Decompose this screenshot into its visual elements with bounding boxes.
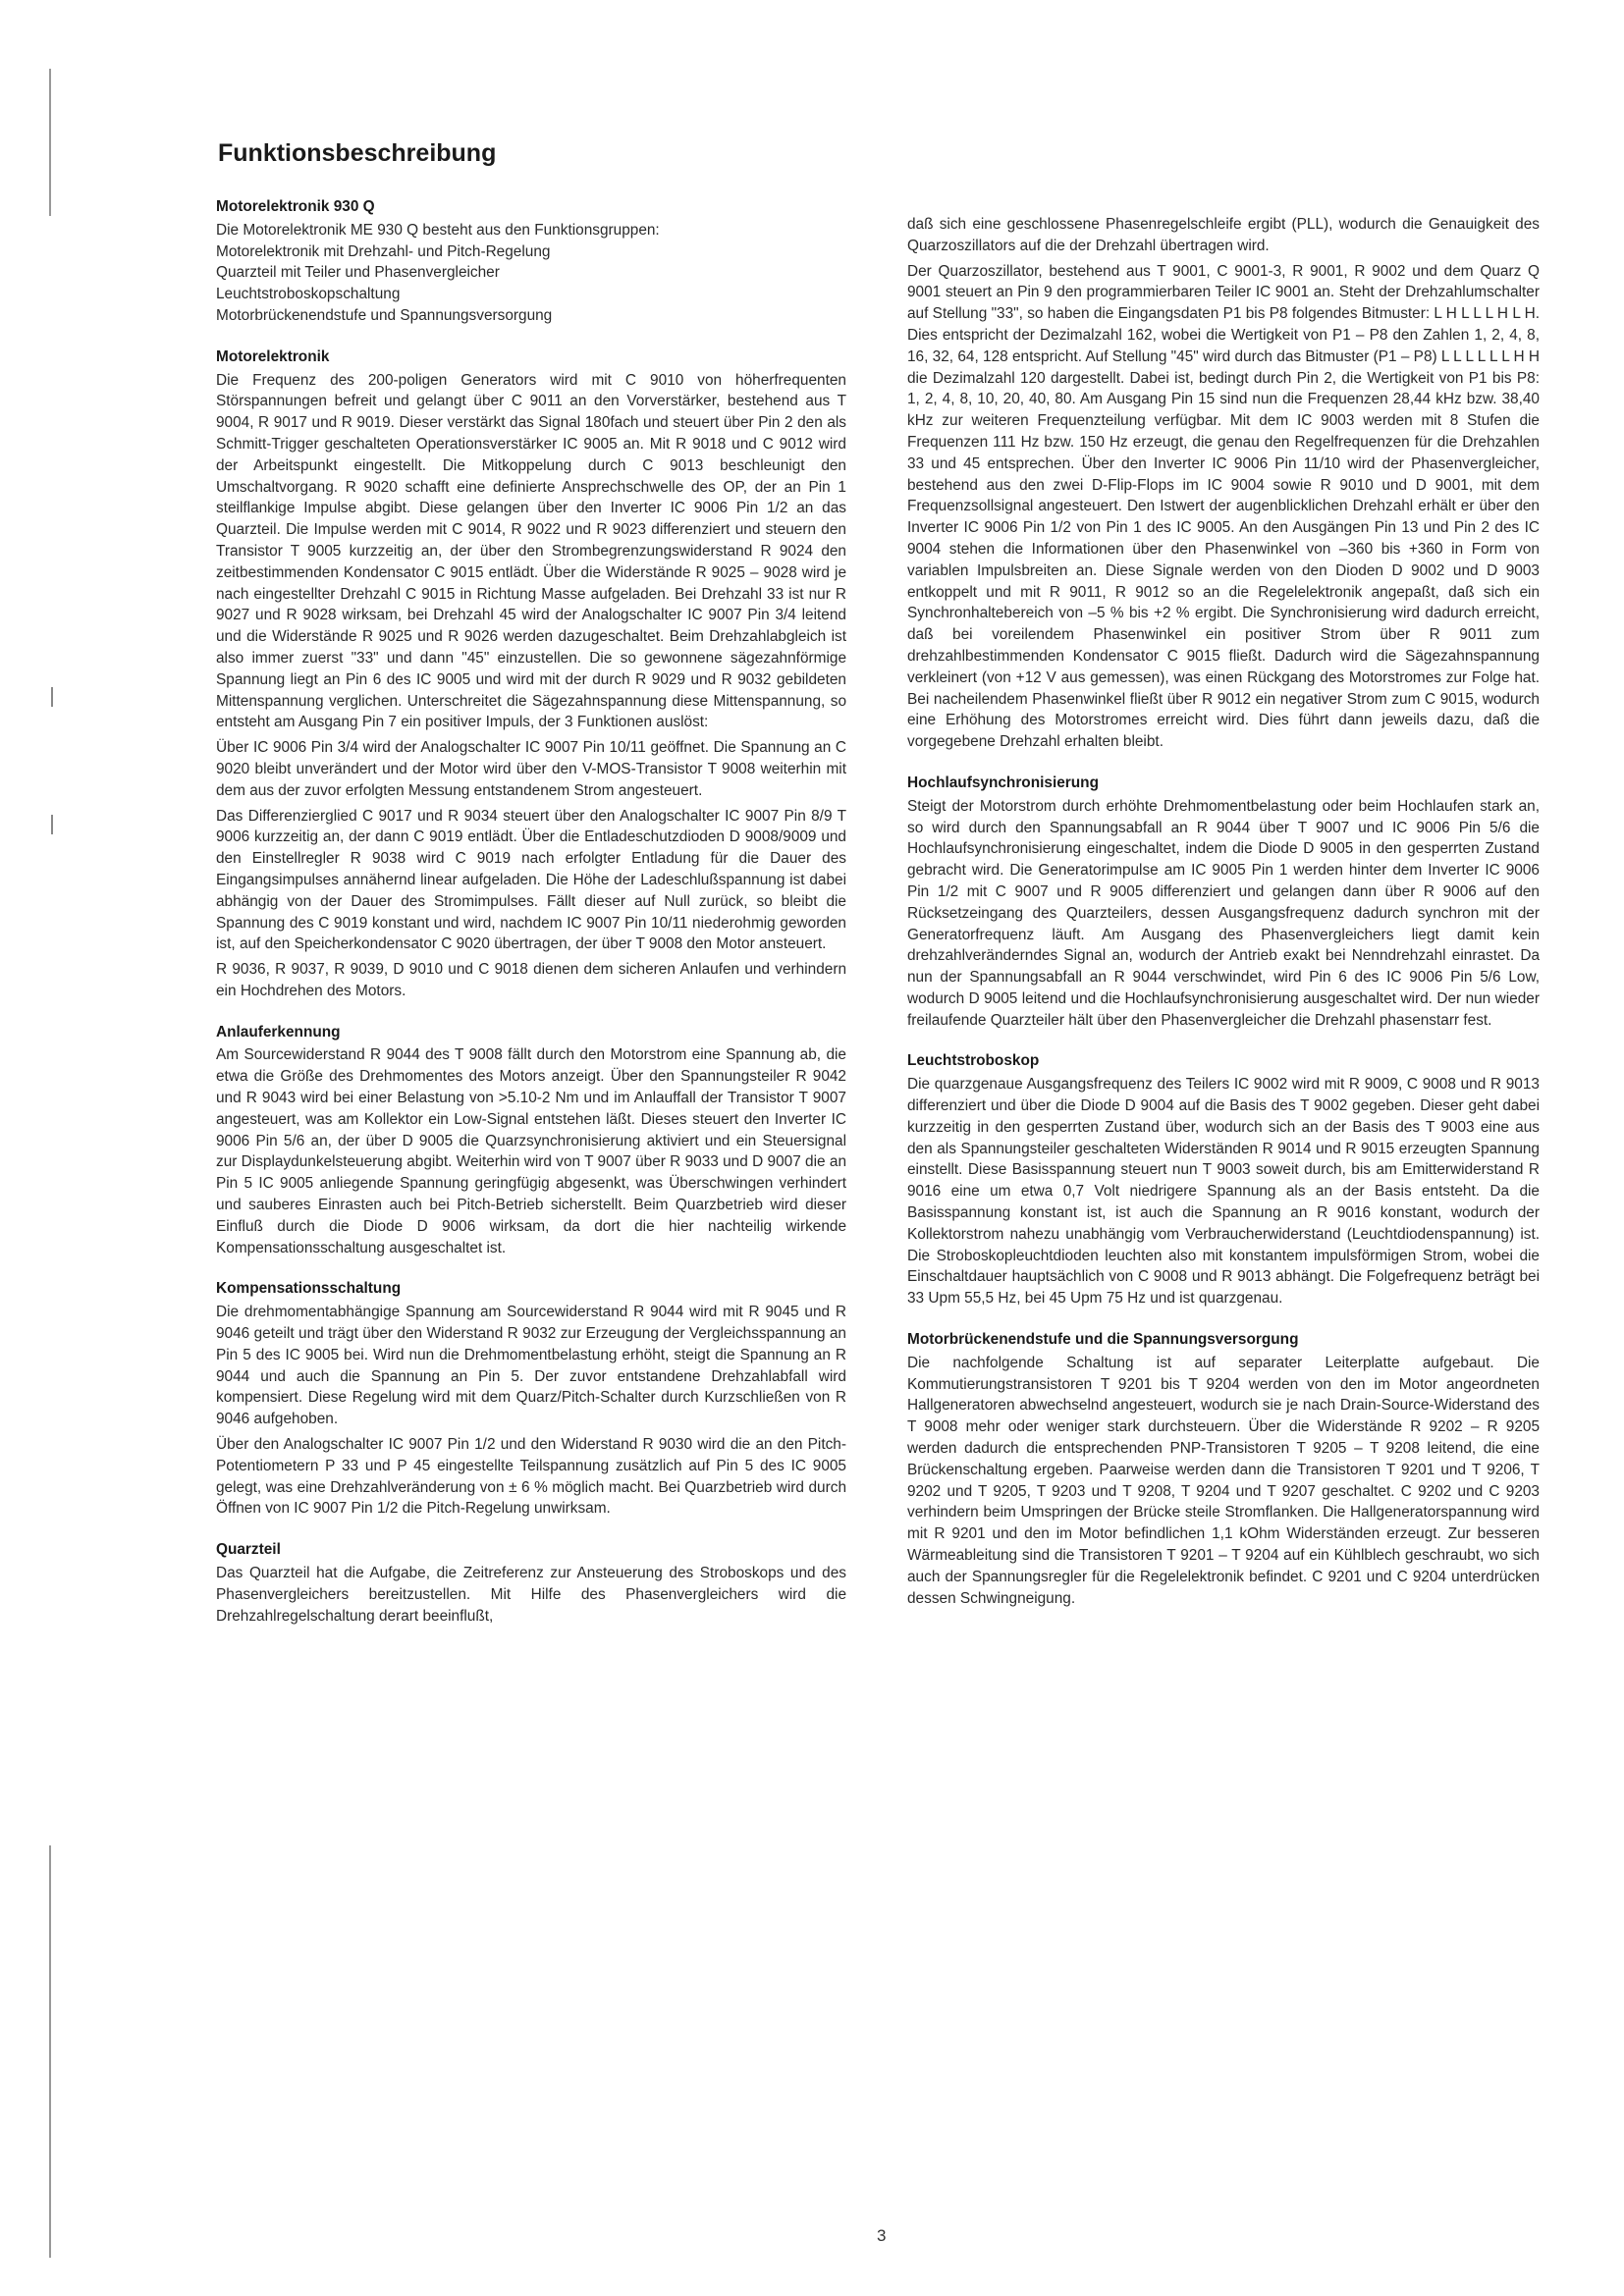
section-heading: Quarzteil	[216, 1541, 281, 1559]
paragraph: Über IC 9006 Pin 3/4 wird der Analogschalter IC 9007 Pin 10/11 geöffnet. Die Spannung an C 9020 bleibt unverändert und der Motor wird über den V-MOS-Transistor T 9008 weiterhin mit dem aus der zuvor erfolgten Messung entstandenem Strom angesteuert.	[216, 739, 846, 799]
paragraph: Steigt der Motorstrom durch erhöhte Drehmomentbelastung oder beim Hochlaufen stark an, so wird durch den Spannungsabfall an R 9044 über T 9007 und IC 9006 Pin 5/6 die Hochlaufsynchronisierung eingeschaltet, indem die Diode D 9005 in den gesperrten Zustand gebracht wird. Die Generatorimpulse am IC 9005 Pin 1 werden hinter dem Inverter IC 9006 Pin 1/2 mit C 9007 und R 9005 differenziert und gelangen dann über R 9006 auf den Rücksetzeingang des Quarzteilers, dessen Ausgangsfrequenz dadurch synchron mit der Generatorfrequenz läuft. Am Ausgang des Phasenvergleichers liegt damit kein drehzahlveränderndes Signal an, wodurch der Antrieb exakt bei Nenndrehzahl einrastet. Da nun der Spannungsabfall an R 9044 verschwindet, wird Pin 6 des IC 9006 Pin 5/6 Low, wodurch D 9005 leitend und die Hochlaufsynchronisierung ausgeschaltet wird. Der nun wieder freilaufende Quarzteiler hält über den Phasenvergleicher die Drehzahl phasenstarr fest.	[907, 797, 1540, 1029]
paragraph: Die Frequenz des 200-poligen Generators wird mit C 9010 von höherfrequenten Störspannungen befreit und gelangt über C 9011 an den Vorverstärker, bestehend aus T 9004, R 9017 und R 9019. Dieser verstärkt das Signal 180fach und steuert über Pin 2 den als Schmitt-Trigger geschalteten Operationsverstärker IC 9005 an. Mit R 9018 und C 9012 wird der Arbeitspunkt eingestellt. Die Mitkoppelung durch C 9013 beschleunigt den Umschaltvorgang. R 9020 schafft eine definierte Ansprechschwelle des OP, der an Pin 1 steilflankige Impulse abgibt. Diese gelangen über den Inverter IC 9006 Pin 1/2 an das Quarzteil. Die Impulse werden mit C 9014, R 9022 und R 9023 differenziert und steuern den Transistor T 9005 kurzzeitig an, der über den Strombegrenzungswiderstand R 9024 den zeitbestimmenden Kondensator C 9015 entlädt. Über die Widerstände R 9025 – 9028 wird je nach eingestellter Drehzahl C 9015 in Richtung Masse aufgeladen. Bei Drehzahl 33 ist nur R 9027 und R 9028 wirksam, bei Drehzahl 45 wird der Analogschalter IC 9007 Pin 3/4 leitend und die Widerstände R 9025 und R 9026 werden dazugeschaltet. Beim Drehzahlabgleich ist also immer zuerst "33" und dann "45" einzustellen. Die so gewonnene sägezahnförmige Spannung liegt an Pin 6 des IC 9005 und wird mit der durch R 9029 und R 9032 gebildeten Mittenspannung verglichen. Unterschreitet die Sägezahnspannung diese Mittenspannung, so entsteht am Ausgang Pin 7 ein positiver Impuls, der 3 Funktionen auslöst:	[216, 371, 846, 731]
hole-mark	[51, 687, 53, 707]
binding-mark-top	[49, 69, 51, 216]
list-item: Motorbrückenendstufe und Spannungsversorgung	[216, 306, 553, 324]
list-item: Leuchtstroboskopschaltung	[216, 286, 401, 303]
paragraph: daß sich eine geschlossene Phasenregelschleife ergibt (PLL), wodurch die Genauigkeit des Quarzoszillators auf die der Drehzahl übertragen wird.	[907, 216, 1540, 254]
binding-mark-bottom	[49, 1845, 51, 2258]
paragraph: Am Sourcewiderstand R 9044 des T 9008 fällt durch den Motorstrom eine Spannung ab, die etwa die Größe des Drehmomentes des Motors anzeigt. Über den Spannungsteiler R 9042 und R 9043 wird bei einer Belastung von >5.10-2 Nm und im Anlauffall der Transistor T 9007 angesteuert, was am Kollektor ein Low-Signal entstehen läßt. Dieses steuert den Inverter IC 9006 Pin 5/6 an, der über D 9005 die Quarzsynchronisierung aktiviert und ein Steuersignal zur Displaydunkelsteuerung abgibt. Weiterhin wird von T 9007 über R 9033 und D 9007 die an Pin 5 IC 9005 anliegende Spannung geringfügig abgesenkt, was Überschwingen verhindert und sauberes Einrasten auch bei Pitch-Betrieb sicherstellt. Beim Quarzbetrieb wird dieser Einfluß durch die Diode D 9006 wirksam, da dort die hier nachteilig wirkende Kompensationsschaltung ausgeschaltet ist.	[216, 1046, 846, 1256]
section-heading: Anlauferkennung	[216, 1023, 341, 1041]
section-heading: Kompensationsschaltung	[216, 1280, 402, 1298]
right-column	[907, 214, 1540, 1613]
paragraph: Die quarzgenaue Ausgangsfrequenz des Teilers IC 9002 wird mit R 9009, C 9008 und R 9013 differenziert und über die Diode D 9004 auf die Basis des T 9002 gegeben. Dieser geht dabei kurzzeitig in den gesperrten Zustand über, wodurch sich an der Basis des T 9003 eine aus den als Spannungsteiler geschalteten Widerständen R 9014 und R 9015 erzeugten Spannung einstellt. Diese Basisspannung steuert nun T 9003 soweit durch, bis am Emitterwiderstand R 9016 eine um etwa 0,7 Volt niedrigere Spannung als an der Basis entsteht. Da die Basisspannung konstant ist, ist auch die Spannung an R 9016 konstant, wodurch der Kollektorstrom nahezu unabhängig vom Verbraucherwiderstand (Leuchtdiodenspannung) ist. Die Stroboskopleuchtdioden leuchten also mit konstantem impulsförmigen Strom, wobei die Einschaltdauer hauptsächlich von C 9008 und R 9013 abhängt. Die Folgefrequenz beträgt bei 33 Upm 55,5 Hz, bei 45 Upm 75 Hz und ist quarzgenau.	[907, 1076, 1540, 1308]
left-column	[216, 196, 846, 1630]
section-heading: Motorbrückenendstufe und die Spannungsversorgung	[907, 1331, 1299, 1349]
section-heading: Motorelektronik	[216, 347, 330, 365]
paragraph: Über den Analogschalter IC 9007 Pin 1/2 und den Widerstand R 9030 wird die an den Pitch-Potentiometern P 33 und P 45 eingestellte Teilspannung zusätzlich auf Pin 5 des IC 9005 gelegt, was eine Drehzahlveränderung von ± 6 % möglich macht. Bei Quarzbetrieb wird durch Öffnen von IC 9007 Pin 1/2 die Pitch-Regelung unwirksam.	[216, 1436, 846, 1518]
paragraph: Das Differenzierglied C 9017 und R 9034 steuert über den Analogschalter IC 9007 Pin 8/9 T 9006 kurzzeitig an, der dann C 9019 entlädt. Über die Entladeschutzdioden D 9008/9009 und den Einstellregler R 9038 wird C 9019 nach erfolgter Entladung für die Dauer des Eingangsimpulses annähernd linear aufgeladen. Die Höhe der Ladeschlußspannung ist dabei abhängig von der Dauer des Stromimpulses. Fällt dieser auf Null zurück, so bleibt die Spannung des C 9019 konstant und wird, nachdem IC 9007 Pin 10/11 niederohmig geworden ist, auf den Speicherkondensator C 9020 übertragen, der über T 9008 den Motor ansteuert.	[216, 807, 846, 953]
list-item: Quarzteil mit Teiler und Phasenvergleicher	[216, 264, 500, 282]
section-heading: Leuchtstroboskop	[907, 1052, 1040, 1070]
section-heading: Motorelektronik 930 Q	[216, 198, 375, 215]
paragraph: Die Motorelektronik ME 930 Q besteht aus den Funktionsgruppen:	[216, 221, 660, 239]
paragraph: R 9036, R 9037, R 9039, D 9010 und C 9018 dienen dem sicheren Anlaufen und verhindern ein Hochdrehen des Motors.	[216, 961, 846, 999]
paragraph: Die drehmomentabhängige Spannung am Sourcewiderstand R 9044 wird mit R 9045 und R 9046 geteilt und trägt über den Widerstand R 9032 zur Erzeugung der Vergleichsspannung an Pin 5 des IC 9005 bei. Wird nun die Drehmomentbelastung erhöht, steigt die Spannung an R 9044 und auch die Spannung an Pin 5. Der zuvor entstandene Drehzahlabfall wird kompensiert. Diese Regelung wird mit dem Quarz/Pitch-Schalter durch Kurzschließen von R 9046 aufgehoben.	[216, 1304, 846, 1428]
list-item: Motorelektronik mit Drehzahl- und Pitch-Regelung	[216, 242, 551, 260]
hole-mark	[51, 815, 53, 834]
paragraph: Der Quarzoszillator, bestehend aus T 9001, C 9001-3, R 9001, R 9002 und dem Quarz Q 9001 steuert an Pin 9 den programmierbaren Teiler IC 9001 an. Steht der Drehzahlumschalter auf Stellung "33", so haben die Eingangsdaten P1 bis P8 folgendes Bitmuster: L H L L L H L H. Dies entspricht der Dezimalzahl 162, wobei die Wertigkeit von P1 – P8 den Zahlen 1, 2, 4, 8, 16, 32, 64, 128 entspricht. Auf Stellung "45" wird durch das Bitmuster (P1 – P8) L L L L L L H H die Dezimalzahl 120 dargestellt. Dabei ist, bedingt durch Pin 2, die Wertigkeit von P1 bis P8: 1, 2, 4, 8, 10, 20, 40, 80. Am Ausgang Pin 15 sind nun die Frequenzen 28,44 kHz bzw. 38,40 kHz zur weiteren Frequenzteilung verfügbar. Mit dem IC 9003 werden mit 8 Stufen die Frequenzen 111 Hz bzw. 150 Hz erzeugt, die genau den Regelfrequenzen für die Drehzahlen 33 und 45 entsprechen. Über den Inverter IC 9006 Pin 11/10 wird der Phasenvergleicher, bestehend aus den zwei D-Flip-Flops im IC 9004 sowie R 9010 und D 9001, mit dem Frequenzsollsignal angesteuert. Den Istwert der augenblicklichen Drehzahl erhält er über den Inverter IC 9006 Pin 1/2 von Pin 1 des IC 9005. An den Ausgängen Pin 13 und Pin 2 des IC 9004 stehen die Informationen über den Phasenwinkel von –360 bis +360 in Form von variablen Impulsbreiten an. Diese Signale werden von den Dioden D 9002 und D 9003 entkoppelt und mit R 9011, R 9012 so an die Regelelektronik angepaßt, daß sich ein Synchronhaltebereich von –5 % bis +2 % ergibt. Die Synchronisierung wird dadurch erreicht, daß bei voreilendem Phasenwinkel ein positiver Strom über R 9011 zum drehzahlbestimmenden Kondensator C 9015 fließt. Dadurch wird die Sägezahnspannung verkleinert (von +12 V aus gemessen), was einen Rückgang des Motorstromes zur Folge hat. Bei nacheilendem Phasenwinkel fließt über R 9012 ein negativer Strom zum C 9015, wodurch eine Erhöhung des Motorstromes erreicht wird. Dies führt dann jeweils dazu, daß die vorgegebene Drehzahl erhalten bleibt.	[907, 262, 1540, 751]
page-title: Funktionsbeschreibung	[218, 139, 497, 167]
page-number: 3	[877, 2226, 887, 2245]
paragraph: Das Quarzteil hat die Aufgabe, die Zeitreferenz zur Ansteuerung des Stroboskops und des Phasenvergleichers bereitzustellen. Mit Hilfe des Phasenvergleichers wird die Drehzahlregelschaltung derart beeinflußt,	[216, 1565, 846, 1625]
paragraph: Die nachfolgende Schaltung ist auf separater Leiterplatte aufgebaut. Die Kommutierungstransistoren T 9201 bis T 9204 werden von den im Motor angeordneten Hallgeneratoren abwechselnd angesteuert, wodurch sie je nach Drain-Source-Widerstand des T 9008 mehr oder weniger stark durchsteuern. Über die Widerstände R 9202 – R 9205 werden dadurch die entsprechenden PNP-Transistoren T 9205 – T 9208 leitend, die eine Brückenschaltung ergeben. Paarweise werden dann die Transistoren T 9201 und T 9206, T 9202 und T 9205, T 9203 und T 9208, T 9204 und T 9207 geschaltet. C 9202 und C 9203 verhindern beim Umspringen der Brücke steile Stromflanken. Die Hallgeneratorspannung wird mit R 9201 und den im Motor befindlichen 1,1 kOhm Widerständen erzeugt. Zur besseren Wärmeableitung sind die Transistoren T 9201 – T 9204 auf ein Kühlblech geschraubt, wo sich auch der Spannungsregler für die Regelelektronik befindet. C 9201 und C 9204 unterdrücken dessen Schwingneigung.	[907, 1354, 1540, 1607]
section-heading: Hochlaufsynchronisierung	[907, 774, 1099, 791]
